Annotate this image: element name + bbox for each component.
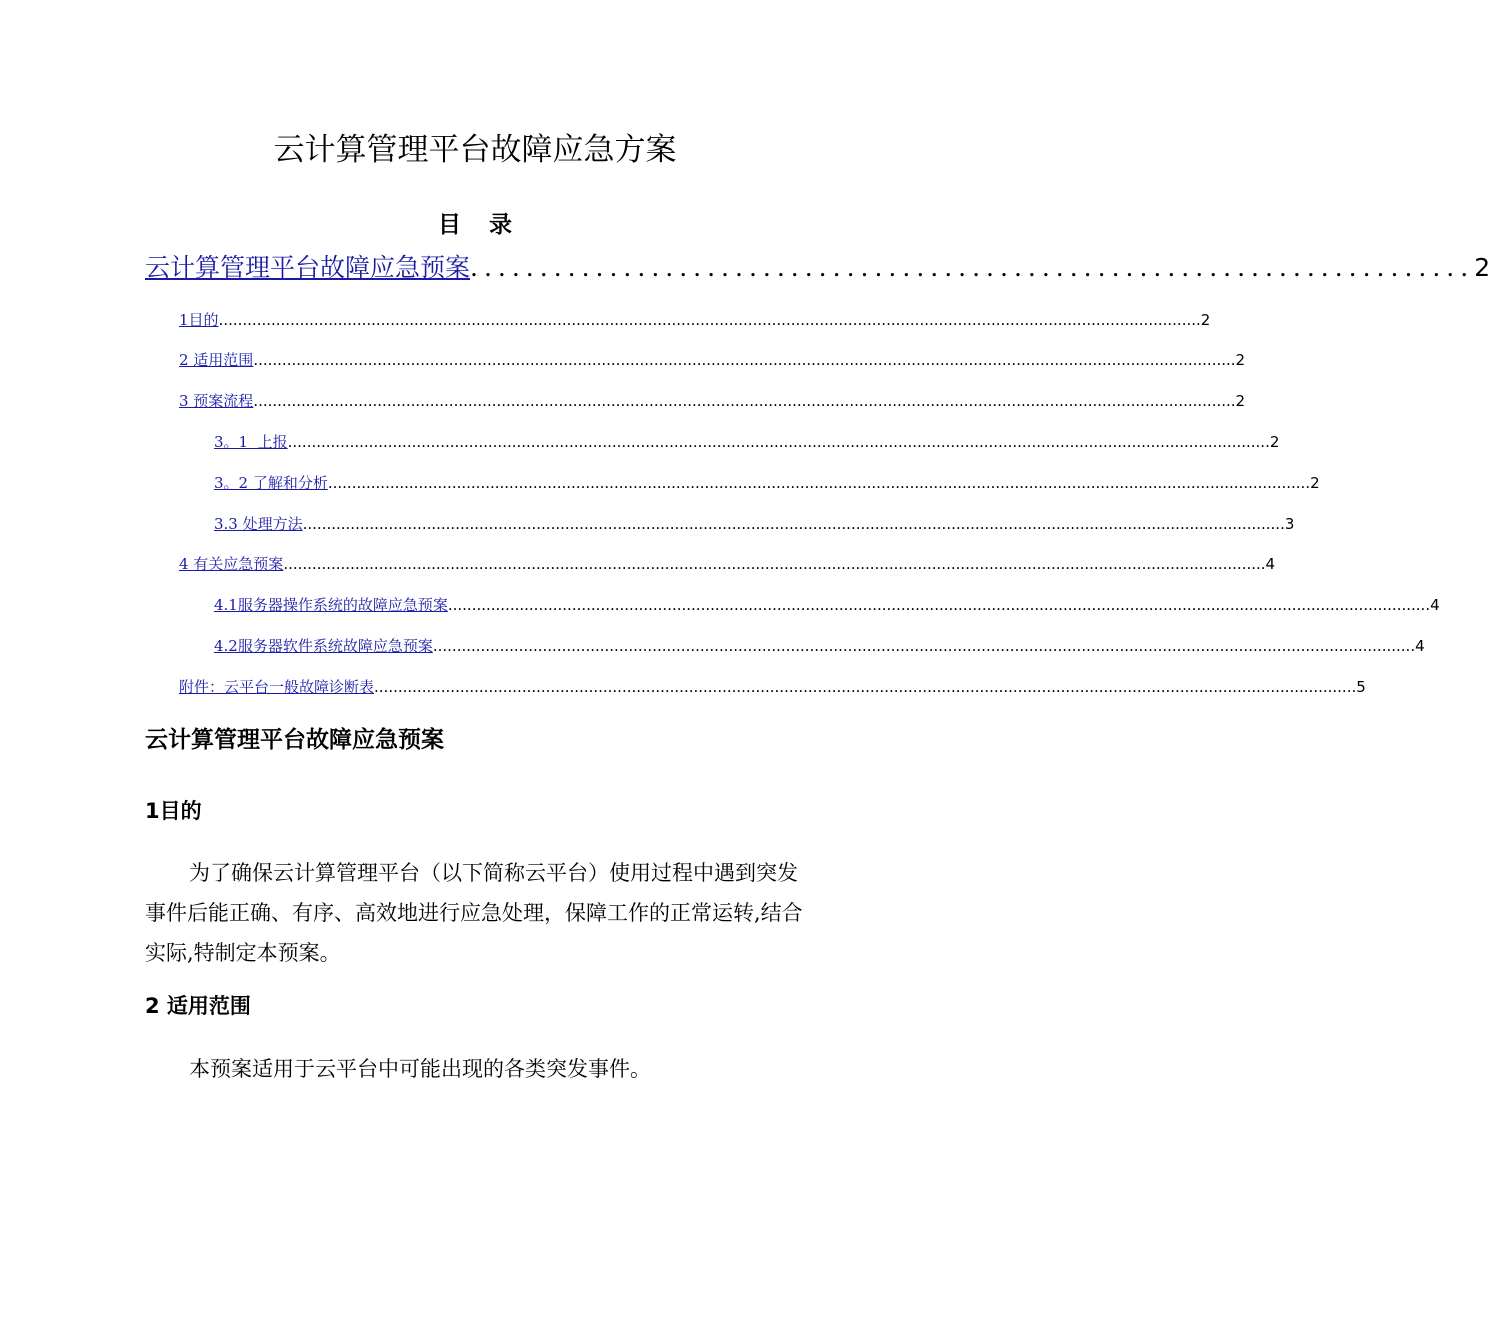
toc-leader: ..............................................................................................................................................................................................................	[327, 474, 1311, 492]
toc-page-number: 2	[1310, 474, 1320, 492]
main-heading: 云计算管理平台故障应急预案	[145, 727, 444, 753]
toc-leader: ..............................................................................................................................................................................................................	[447, 596, 1431, 614]
toc-page-number: 2	[1200, 311, 1211, 329]
toc-leader: ........................................................................	[470, 253, 1475, 282]
toc-link[interactable]: 云计算管理平台故障应急预案	[145, 253, 471, 282]
toc-link[interactable]: 3。2 了解和分析	[214, 474, 328, 492]
toc-page-number: 4	[1415, 637, 1425, 655]
toc-leader: ..............................................................................................................................................................................................................	[432, 637, 1416, 655]
paragraph: 本预案适用于云平台中可能出现的各类突发事件。	[189, 1057, 651, 1081]
toc-page-number: 3	[1284, 515, 1295, 533]
toc-entry[interactable]	[145, 250, 1490, 290]
toc-entry[interactable]	[179, 349, 1246, 373]
section-heading: 2 适用范围	[145, 994, 251, 1018]
toc-link[interactable]: 附件：云平台一般故障诊断表	[179, 678, 375, 696]
toc-link[interactable]: 3 预案流程	[179, 392, 254, 410]
paragraph: 为了确保云计算管理平台（以下简称云平台）使用过程中遇到突发事件后能正确、有序、高效地进行应急处理，保障工作的正常运转,结合实际,特制定本预案。	[145, 861, 803, 965]
toc-entry[interactable]	[179, 390, 1246, 414]
toc-link[interactable]: 3.3 处理方法	[214, 515, 303, 533]
section-heading: 1目的	[145, 799, 202, 823]
toc-entry[interactable]	[179, 309, 1211, 333]
toc-leader: ..............................................................................................................................................................................................................	[253, 392, 1236, 410]
toc-entry[interactable]	[179, 553, 1276, 577]
toc-leader: ..............................................................................................................................................................................................................	[374, 678, 1357, 696]
toc-link[interactable]: 4 有关应急预案	[179, 555, 284, 573]
document-title: 云计算管理平台故障应急方案	[273, 132, 677, 168]
toc-leader: ..............................................................................................................................................................................................................	[253, 351, 1236, 369]
toc-link[interactable]: 4.2服务器软件系统故障应急预案	[214, 637, 433, 655]
toc-page-number: 2	[1474, 253, 1490, 282]
toc-leader: ..............................................................................................................................................................................................................	[283, 555, 1266, 573]
toc-entry[interactable]	[214, 594, 1440, 618]
toc-leader: ..............................................................................................................................................................................................................	[218, 311, 1201, 329]
toc-page-number: 4	[1265, 555, 1276, 573]
toc-link[interactable]: 1目的	[179, 311, 219, 329]
toc-page-number: 2	[1235, 392, 1246, 410]
toc-page-number: 4	[1430, 596, 1440, 614]
toc-leader: ..............................................................................................................................................................................................................	[287, 433, 1270, 451]
toc-page-number: 2	[1269, 433, 1280, 451]
toc-entry[interactable]	[179, 676, 1366, 700]
toc-link[interactable]: 2 适用范围	[179, 351, 254, 369]
toc-heading: 目 录	[437, 212, 522, 238]
toc-leader: ..............................................................................................................................................................................................................	[302, 515, 1285, 533]
toc-entry[interactable]	[214, 513, 1295, 537]
toc-entry[interactable]	[214, 431, 1280, 455]
toc-link[interactable]: 4.1服务器操作系统的故障应急预案	[214, 596, 448, 614]
toc-page-number: 2	[1235, 351, 1246, 369]
toc-entry[interactable]	[214, 472, 1320, 496]
toc-link[interactable]: 3。1 上报	[214, 433, 288, 451]
toc-entry[interactable]	[214, 635, 1425, 659]
toc-page-number: 5	[1356, 678, 1366, 696]
